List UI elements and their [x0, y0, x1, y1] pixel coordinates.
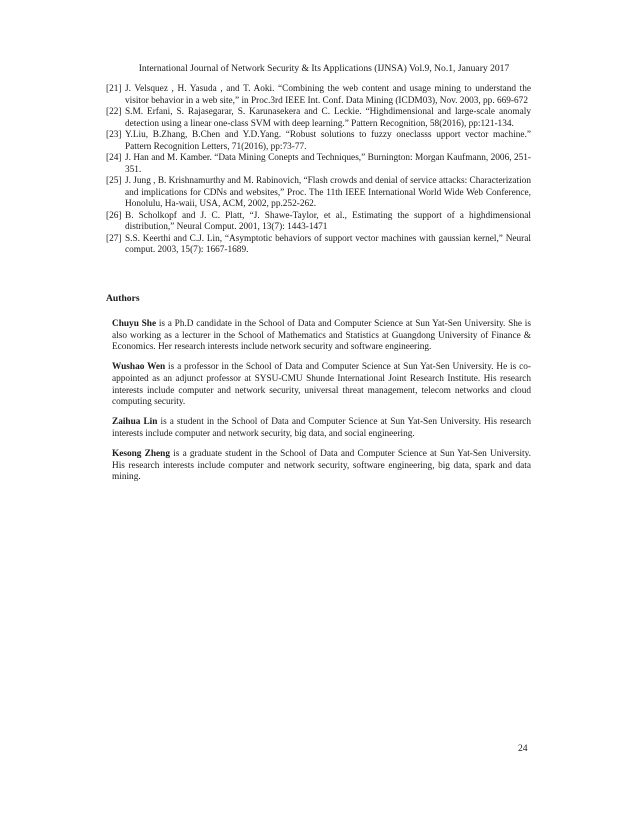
- author-bio-text: is a Ph.D candidate in the School of Data and Computer Science at Sun Yat-Sen University. She is also working as a lecturer in the School of Mathematics and Statistics at Guangdong University of Finance & Economics. Her research interests include network security and software engineering.: [112, 319, 531, 353]
- reference-number: [24]: [106, 153, 122, 163]
- author-bio: [112, 449, 531, 484]
- reference-text: S.S. Keerthi and C.J. Lin, “Asymptotic behaviors of support vector machines with gaussian kernel,” Neural comput. 2003, 15(7): 1667-1689.: [125, 233, 531, 255]
- reference-list: [106, 84, 531, 257]
- reference-number: [27]: [106, 233, 122, 244]
- reference-text: B. Scholkopf and J. C. Platt, “J. Shawe-Taylor, et al., Estimating the support of a highdimensional distribution,” Neural Comput. 2001, 13(7): 1443-1471: [125, 210, 531, 232]
- reference-text: J. Jung , B. Krishnamurthy and M. Rabinovich, “Flash crowds and denial of service attacks: Characterization and implications for CDNs and websites,” Proc. The 11th IEEE International World Wide Web Conference, Honolulu, Ha-waii, USA, ACM, 2002, pp.252-262.: [125, 176, 531, 209]
- author-bio: [112, 417, 531, 440]
- reference-number: [21]: [106, 84, 122, 94]
- author-bio-text: is a professor in the School of Data and Computer Science at Sun Yat-Sen University. He is co-appointed as an adjunct professor at SYSU-CMU Shunde International Joint Research Institute. His research interests include computer and network security, universal threat management, telecom networks and cloud computing security.: [112, 362, 531, 408]
- author-bio-text: is a graduate student in the School of Data and Computer Science at Sun Yat-Sen University. His research interests include computer and network security, software engineering, big data, spark and data mining.: [112, 448, 531, 483]
- author-bios: [112, 319, 531, 492]
- author-bio: [112, 319, 531, 354]
- running-header: International Journal of Network Security & Its Applications (IJNSA) Vol.9, No.1, January 2017: [138, 63, 510, 74]
- reference-number: [23]: [106, 130, 122, 140]
- author-name: Chuyu She: [112, 319, 157, 329]
- reference-text: Y.Liu, B.Zhang, B.Chen and Y.D.Yang. “Robust solutions to fuzzy oneclasss upport vector machine.” Pattern Recognition Letters, 71(2016), pp:73-77.: [125, 130, 531, 152]
- reference-item: [106, 211, 531, 234]
- reference-item: [106, 84, 531, 107]
- author-name: Wushao Wen: [112, 362, 166, 373]
- reference-item: [106, 176, 531, 211]
- page-number: 24: [518, 743, 528, 754]
- author-name: Kesong Zheng: [112, 448, 170, 459]
- reference-text: J. Velsquez , H. Yasuda , and T. Aoki. “Combining the web content and usage mining to understand the visitor behavior in a web site,” in Proc.3rd IEEE Int. Conf. Data Mining (ICDM03), Nov. 2003, pp. 669-672: [125, 84, 531, 106]
- author-bio: [112, 362, 531, 409]
- author-bio-text: is a student in the School of Data and Computer Science at Sun Yat-Sen University. His research interests include computer and network security, big data, and social engineering.: [112, 417, 531, 439]
- reference-item: [106, 107, 531, 130]
- reference-number: [26]: [106, 210, 122, 221]
- authors-heading: Authors: [106, 293, 140, 304]
- reference-item: [106, 234, 531, 257]
- author-name: Zaihua Lin: [112, 417, 158, 428]
- reference-number: [22]: [106, 107, 122, 117]
- reference-number: [25]: [106, 176, 122, 186]
- reference-item: [106, 153, 531, 176]
- reference-item: [106, 130, 531, 153]
- reference-text: S.M. Erfani, S. Rajasegarar, S. Karunasekera and C. Leckie. “Highdimensional and large-scale anomaly detection using a linear one-class SVM with deep learning.” Pattern Recognition, 58(2016), pp:121-134.: [125, 107, 531, 129]
- reference-text: J. Han and M. Kamber. “Data Mining Conepts and Techniques,” Burnington: Morgan Kaufmann, 2006, 251-351.: [125, 153, 531, 175]
